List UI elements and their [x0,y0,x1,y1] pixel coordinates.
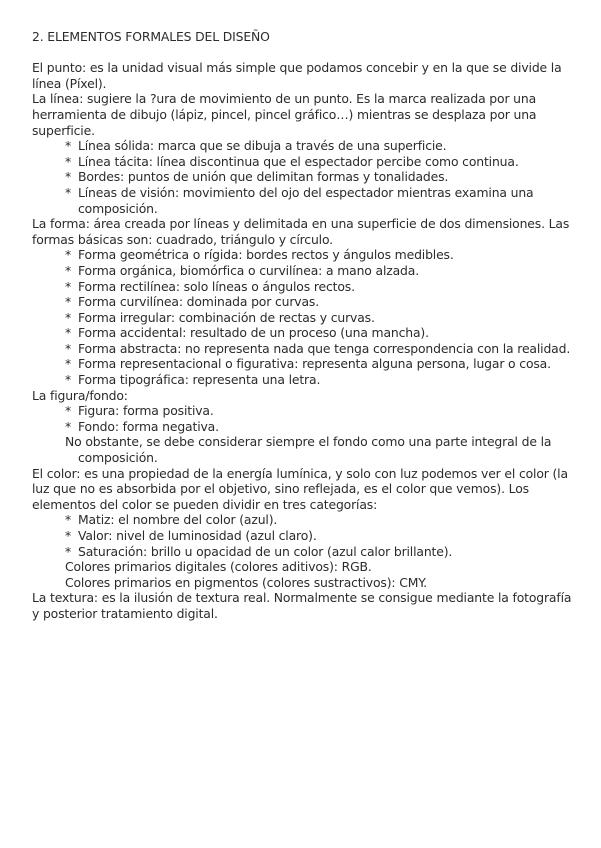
forma-paragraph: La forma: área creada por líneas y delimitada en una superficie de dos dimensiones. Las formas básicas son: cuadrado, triángulo y círculo. [32,216,570,247]
list-item [32,419,581,435]
bullet-star: * [65,278,72,294]
list-item-text: Valor: nivel de luminosidad (azul claro). [78,528,317,543]
linea-list [32,138,581,216]
bullet-star: * [65,184,72,200]
list-item-text: Forma representacional o figurativa: representa alguna persona, lugar o cosa. [78,356,551,372]
bullet-star: * [65,372,72,388]
color-list [32,512,581,559]
linea-paragraph: La línea: sugiere la ?ura de movimiento de un punto. Es la marca realizada por una herramienta de dibujo (lápiz, pincel, pincel gráfico…) mientras se desplaza por una superficie. [32,91,537,138]
figura-note: No obstante, se debe considerar siempre el fondo como una parte integral de la composición. [65,434,552,466]
list-item [32,294,581,310]
list-item [32,403,581,419]
bullet-star: * [65,138,72,154]
list-item-text: Bordes: puntos de unión que delimitan formas y tonalidades. [78,169,449,185]
list-item-text: Matiz: el nombre del color (azul). [78,512,278,528]
section-title: 2. ELEMENTOS FORMALES DEL DISEÑO [32,29,270,44]
bullet-star: * [65,309,72,325]
list-item [32,138,581,154]
list-item [32,310,581,326]
bullet-star: * [65,153,72,169]
list-item-text: Forma curvilínea: dominada por curvas. [78,294,320,310]
bullet-star: * [65,403,72,419]
list-item [32,169,581,185]
textura-paragraph: La textura: es la ilusión de textura real. Normalmente se consigue mediante la fotografía y posterior tratamiento digital. [32,590,572,621]
list-item-text: Línea sólida: marca que se dibuja a través de una superficie. [78,138,447,154]
bullet-star: * [65,169,72,185]
list-item-text: Figura: forma positiva. [78,403,214,419]
bullet-star: * [65,247,72,263]
list-item [32,154,581,170]
color-paragraph: El color: es una propiedad de la energía lumínica, y solo con luz podemos ver el color (la luz que no es absorbida por el objetivo, sino reflejada, es el color que vemos). Los elementos del color se pueden dividir en tres categorías: [32,465,568,512]
figura-list [32,403,581,434]
list-item [32,512,581,528]
bullet-star: * [65,325,72,341]
list-item-text: Forma accidental: resultado de un proceso (una mancha). [78,325,429,341]
color-note-digital: Colores primarios digitales (colores aditivos): RGB. [65,559,372,575]
list-item [32,185,581,216]
list-item [32,372,581,388]
list-item-text: Saturación: brillo u opacidad de un color (azul calor brillante). [78,543,453,559]
list-item-text: Forma geométrica o rígida: bordes rectos y ángulos medibles. [78,247,454,263]
list-item-text: Línea tácita: línea discontinua que el espectador percibe como continua. [78,153,519,169]
list-item [32,341,581,357]
bullet-star: * [65,418,72,434]
list-item-text: Forma tipográfica: representa una letra. [78,372,321,388]
bullet-star: * [65,528,72,543]
list-item [32,356,581,372]
punto-paragraph: El punto: es la unidad visual más simple que podamos concebir y en la que se divide la línea (Píxel). [32,60,562,91]
bullet-star: * [65,262,72,278]
list-item [32,325,581,341]
list-item-text: Forma orgánica, biomórfica o curvilínea: a mano alzada. [78,262,419,278]
list-item-text: Fondo: forma negativa. [78,418,219,434]
list-item [32,544,581,560]
list-item [32,247,581,263]
bullet-star: * [65,543,72,559]
bullet-star: * [65,340,72,356]
color-note-pigment: Colores primarios en pigmentos (colores sustractivos): CMY. [65,574,427,590]
list-item-text: Forma rectilínea: solo líneas o ángulos rectos. [78,278,355,294]
list-item [32,528,581,544]
forma-list [32,247,581,387]
bullet-star: * [65,356,72,372]
bullet-star: * [65,512,72,528]
figura-paragraph: La figura/fondo: [32,387,128,403]
list-item-text: Líneas de visión: movimiento del ojo del espectador mientras examina una composición. [78,184,534,216]
list-item [32,279,581,295]
list-item-text: Forma irregular: combinación de rectas y curvas. [78,309,375,325]
list-item [32,263,581,279]
list-item-text: Forma abstracta: no representa nada que tenga correspondencia con la realidad. [78,340,571,356]
bullet-star: * [65,294,72,310]
